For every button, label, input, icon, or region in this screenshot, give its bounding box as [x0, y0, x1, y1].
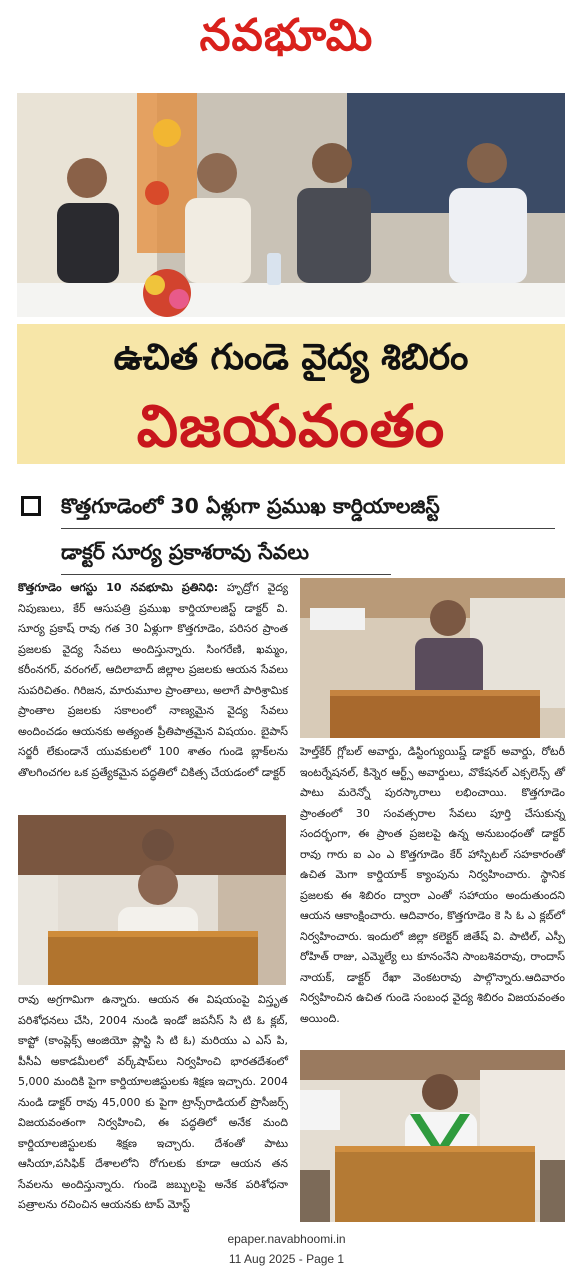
- headline-line-2: విజయవంతం: [136, 392, 446, 460]
- subheadline-line-1: కొత్తగూడెంలో 30 ఏళ్లుగా ప్రముఖ కార్డియాలజిస్ట్: [61, 494, 440, 518]
- photo-dignitaries-on-stage: [17, 93, 565, 317]
- newspaper-logo: నవభూమి: [199, 10, 374, 61]
- divider: [61, 574, 391, 575]
- headline-band: [17, 324, 565, 464]
- divider: [61, 528, 555, 529]
- photo-speaker-podium-3: [300, 1050, 565, 1222]
- subheadline-line-2: డాక్టర్ సూర్య ప్రకాశరావు సేవలు: [61, 540, 309, 564]
- article-column-2: హెల్త్‌కేర్ గ్లోబల్ అవార్డు, డిస్టింగ్యుయిష్డ్ డాక్టర్ అవార్డు, రోటరీ ఇంటర్నేషనల్, కిన్నెర ఆర్ట్స్ అవార్డులు, వొకేషనల్ ఎక్సలెన్స్ తో పాటు మరెన్నో పురస్కారాలు లభించాయి. కొత్తగూడెం ప్రాంతంలో 30 సంవత్సరాల సేవలు పూర్తి చేసుకున్న సందర్భంగా, ఈ ప్రాంత ప్రజలపై ఉన్న అనుబంధంతో డాక్టర్ రావు గారు ఐ ఎం ఎ కొత్తగూడెం కేర్ హాస్పిటల్ సహకారంతో ఉచిత మెగా కార్డియాక్ క్యాంపును నిర్వహించారు. స్థానిక ప్రజలకు ఈ శిబిరం ద్వారా ఎంతో సహాయం అందుతుందని ఆయన ఆకాంక్షించారు. ఆదివారం, కొత్తగూడెం కె సి ఓ ఎ క్లబ్‌లో నిర్వహించారు. ఇందులో జిల్లా కలెక్టర్ జితేష్ వి. పాటిల్, ఎస్పీ రోహిత్ రాజు, ఎమ్మెల్యే లు కూనంనేని సాంబశివరావు, రాందాస్ నాయక్, డాక్టర్ రేఖా వెంకటరావు పాల్గొన్నారు.ఆదివారం నిర్వహించిన ఉచిత గుండె సంబంధ వైద్య శిబిరం విజయవంతం అయింది.: [300, 745, 565, 1025]
- article-text: హృద్రోగ వైద్య నిపుణులు, కేర్ ఆసుపత్రి ప్రముఖ కార్డియాలజిస్ట్ డాక్టర్ వి. సూర్య ప్రకాష్ రావు గత 30 ఏళ్లుగా కొత్తగూడెం, పరిసర ప్రాంత ప్రజలకు వైద్య సేవలు అందిస్తున్నారు. సింగరేణి, ఖమ్మం, కరీంనగర్, వరంగల్, ఆదిలాబాద్ జిల్లాల ప్రజలకు ఆయన సేవలు సుపరిచితం. గిరిజన, మారుమూల ప్రాంతాలు, అలాగే పారిశ్రామిక ప్రాంతాల ప్రజలకు సకాలంలో నాణ్యమైన వైద్య సేవలు అందించడం ఆయనకు అత్యంత ప్రీతిపాత్రమైన విషయం. బైపాస్ సర్జరీ లేకుండానే యువకులలో 100 శాతం గుండె బ్లాక్‌లను తొలగించగల ఒక ప్రత్యేకమైన పద్ధతిలో చికిత్స చేయడంలో డాక్టర్: [18, 581, 289, 779]
- footer-url: epaper.navabhoomi.in: [227, 1232, 346, 1246]
- subheadline: [17, 480, 565, 580]
- photo-speaker-podium-1: [300, 578, 565, 738]
- footer-page-info: 11 Aug 2025 - Page 1: [228, 1252, 345, 1266]
- headline-line-1: ఉచిత గుండె వైద్య శిబిరం: [113, 337, 469, 378]
- dateline: కొత్తగూడెం ఆగస్టు 10 నవభూమి ప్రతినిధి:: [18, 581, 219, 594]
- photo-speaker-podium-2: [18, 815, 286, 985]
- article-column-1-bottom: రావు అగ్రగామిగా ఉన్నారు. ఆయన ఈ విషయంపై విస్తృత పరిశోధనలు చేసి, 2004 నుండి ఇండో జపనీస్ సి టి ఓ క్లబ్, కాప్టో (కాంప్లెక్స్ ఆంజియో ప్లాస్టి సి టి ఓ) మరియు ఎ ఎస్ పి, పీసీఏ అకాడమీలలో వర్క్‌షాప్‌లు నిర్వహించి భారతదేశంలో 5,000 మందికి పైగా కార్డియాలజిస్టులకు శిక్షణ ఇచ్చారు. 2004 నుండి డాక్టర్ రావు 45,000 కు పైగా ట్రాన్స్‌రాడియల్ ప్రొసీజర్స్ విజయవంతంగా నిర్వహించి, ఈ పద్ధతిలో అనేక మంది కార్డియాలజిస్టులకు శిక్షణ ఇచ్చారు. దేశంతో పాటు ఆసియా,పసిఫిక్ దేశాలలోని రోగులకు కూడా ఆయన తన సేవలను అందిస్తున్నారు. గుండె జబ్బులపై అనేక పరిశోధనా పత్రాలను రచించిన ఆయనకు టాప్ మోస్ట్: [18, 993, 288, 1211]
- bullet-box-icon: [21, 496, 41, 516]
- masthead: [0, 0, 573, 80]
- article-column-1-top: [18, 578, 288, 783]
